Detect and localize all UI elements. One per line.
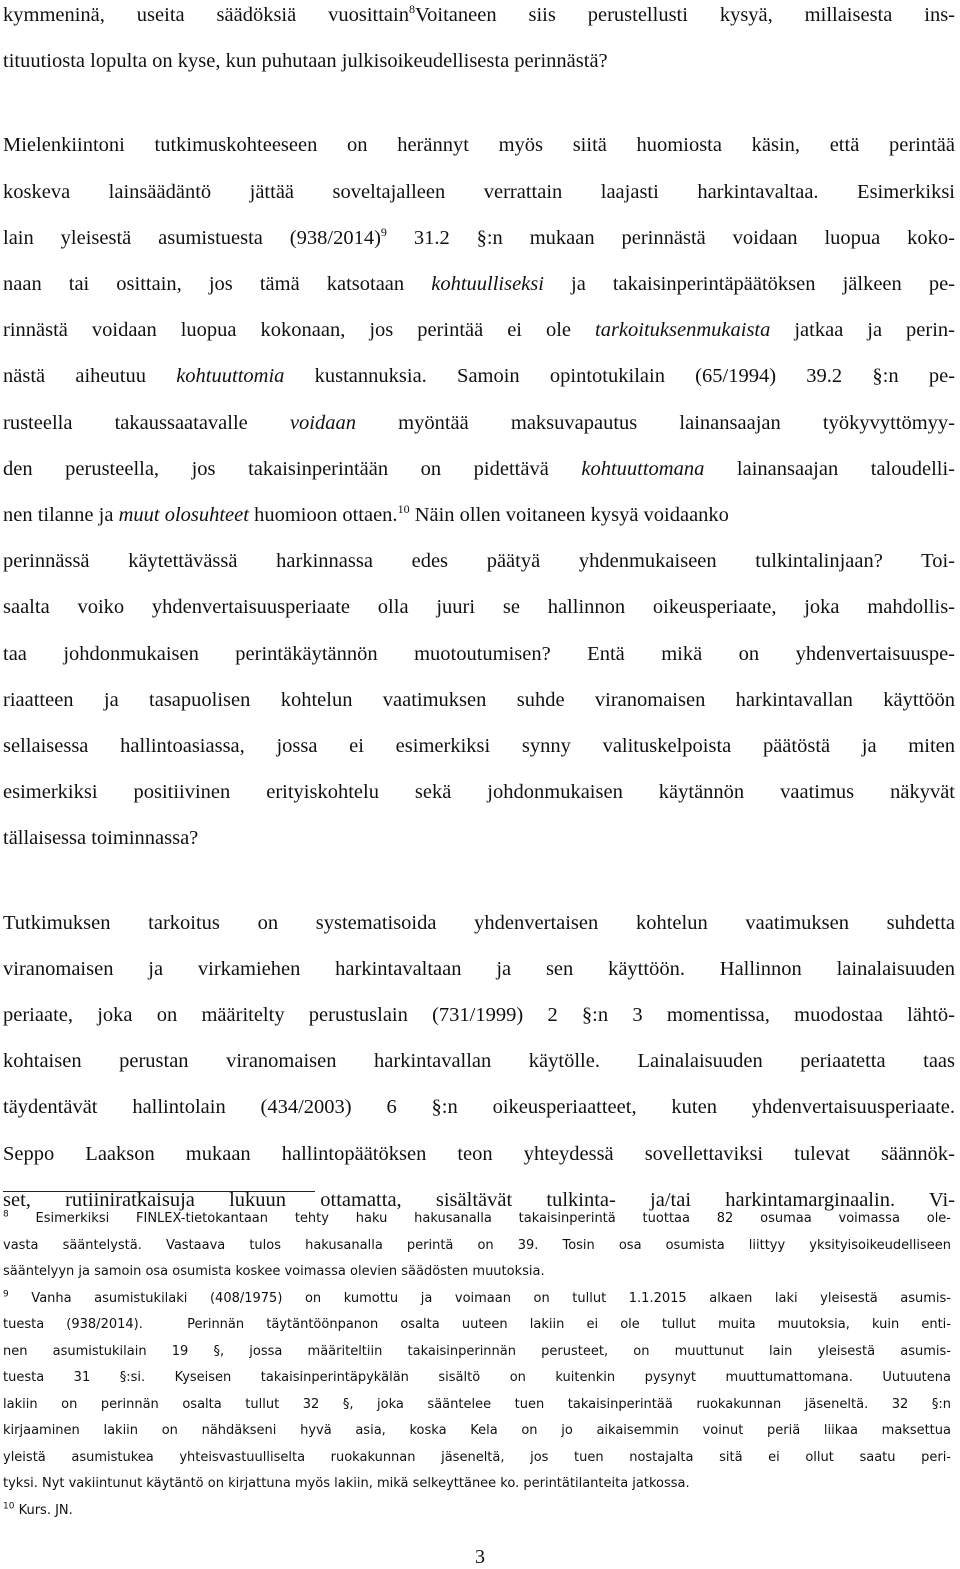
italic-text: muut olosuhteet <box>118 504 249 526</box>
body-line <box>3 687 955 713</box>
body-line <box>3 825 955 851</box>
body-line <box>3 363 955 389</box>
text-run: tällaisessa toiminnassa? <box>3 827 199 850</box>
footnote-line <box>3 1210 951 1228</box>
text-run: kohtaisen perustan viranomaisen harkintavallan käytölle. Lainalaisuuden periaatetta taas <box>3 1050 955 1073</box>
text-run: Näin ollen voitaneen kysyä voidaanko <box>409 504 729 526</box>
body-line <box>3 410 955 436</box>
body-line <box>3 456 955 482</box>
footnote-separator <box>3 1191 315 1192</box>
footnote-text: yleistä asumistukea yhteisvastuulliselta ruokakunnan jäseneltä, jos tuen nostajalta sitä ei ollut saatu peri- <box>3 1449 951 1465</box>
footnote-text: nen asumistukilain 19 §, jossa määriteltiin takaisinperinnän perusteet, on muuttunut lain yleisestä asumis- <box>3 1343 951 1359</box>
body-line <box>3 2 955 28</box>
italic-text: kohtuuttomia <box>176 365 285 388</box>
text-run: rinnästä voidaan luopua kokonaan, jos perintää ei ole <box>3 319 595 342</box>
text-run: kymmeninä, useita säädöksiä vuosittain <box>3 4 409 26</box>
italic-text: tarkoituksenmukaista <box>595 319 771 342</box>
footnote-ref: 8 <box>408 2 415 17</box>
text-run: jatkaa ja perin- <box>770 319 955 342</box>
footnote-line <box>3 1422 951 1440</box>
body-line <box>3 548 955 574</box>
text-run: Voitaneen siis perustellusti kysyä, millaisesta ins- <box>414 4 955 26</box>
body-line <box>3 594 955 620</box>
text-run: saalta voiko yhdenvertaisuusperiaate olla juuri se hallinnon oikeusperiaate, joka mahdollis- <box>3 596 955 619</box>
footnote-line <box>3 1369 951 1387</box>
body-line <box>3 132 955 158</box>
footnote-text: tuesta (938/2014). Perinnän täytäntöönpanon osalta uuteen lakiin ei ole tullut muita muutoksia, kuin enti- <box>3 1317 951 1332</box>
footnote-line <box>3 1396 951 1414</box>
text-run: tituutiosta lopulta on kyse, kun puhutaan julkisoikeudellisesta perinnästä? <box>3 50 608 73</box>
footnote-text: Kurs. JN. <box>14 1502 73 1518</box>
text-run: naan tai osittain, jos tämä katsotaan <box>3 273 432 295</box>
body-line <box>3 733 955 759</box>
body-line <box>3 502 955 528</box>
footnote-line <box>3 1343 951 1361</box>
text-run: viranomaisen ja virkamiehen harkintavaltaan ja sen käyttöön. Hallinnon lainalaisuuden <box>3 957 955 980</box>
page-number: 3 <box>475 1546 485 1568</box>
text-run: periaate, joka on määritelty perustuslain (731/1999) 2 §:n 3 momentissa, muodostaa lähtö- <box>3 1004 955 1026</box>
italic-text: kohtuuttomana <box>581 457 705 480</box>
body-line <box>3 910 955 936</box>
footnote-line <box>3 1237 951 1255</box>
text-run: riaatteen ja tasapuolisen kohtelun vaatimuksen suhde viranomaisen harkintavallan käyttöön <box>3 688 955 711</box>
footnote-line <box>3 1449 951 1467</box>
body-line <box>3 179 955 205</box>
footnote-line <box>3 1263 951 1281</box>
body-line <box>3 317 955 343</box>
text-run: nen tilanne ja <box>3 504 119 526</box>
body-line <box>3 225 955 251</box>
footnote-line <box>3 1316 951 1334</box>
footnote-text: Vanha asumistukilaki (408/1975) on kumottu ja voimaan on tullut 1.1.2015 alkaen laki yleisestä asumis- <box>8 1290 951 1306</box>
text-run: Seppo Laakson mukaan hallintopäätöksen teon yhteydessä sovellettaviksi tulevat säännök- <box>3 1142 955 1165</box>
text-run: perinnässä käytettävässä harkinnassa edes päätyä yhdenmukaiseen tulkintalinjaan? Toi- <box>3 550 955 573</box>
footnote-line <box>3 1502 951 1520</box>
footnote-text: kirjaaminen lakiin on nähdäkseni hyvä asia, koska Kela on jo aikaisemmin voinut periä liikaa maksettua <box>3 1423 951 1438</box>
text-run: Mielenkiintoni tutkimuskohteeseen on herännyt myös siitä huomiosta käsin, että perintää <box>3 134 955 157</box>
footnote-text: tuesta 31 §:si. Kyseisen takaisinperintäpykälän sisältö on kuitenkin pysynyt muuttumattomana. Uutuutena <box>3 1370 951 1385</box>
footnote-text: lakiin on perinnän osalta tullut 32 §, joka sääntelee tuen takaisinperintää ruokakunnan jäseneltä. 32 §:n <box>3 1396 951 1412</box>
text-run: kustannuksia. Samoin opintotukilain (65/1994) 39.2 §:n pe- <box>284 365 955 388</box>
footnote-number: 9 <box>3 1289 9 1300</box>
footnote-ref: 10 <box>397 502 410 517</box>
text-run: ja takaisinperintäpäätöksen jälkeen pe- <box>543 273 955 295</box>
body-line <box>3 779 955 805</box>
body-line <box>3 1094 955 1120</box>
italic-text: voidaan <box>289 411 356 434</box>
text-run: huomioon ottaen. <box>248 504 398 526</box>
footnote-number: 8 <box>3 1209 9 1220</box>
text-run: lain yleisestä asumistuesta (938/2014) <box>3 226 381 249</box>
footnote-line <box>3 1290 951 1308</box>
body-line <box>3 1002 955 1028</box>
text-run: nästä aiheutuu <box>3 365 177 388</box>
text-run: Tutkimuksen tarkoitus on systematisoida yhdenvertaisen kohtelun vaatimuksen suhdetta <box>3 911 955 934</box>
text-run: taa johdonmukaisen perintäkäytännön muotoutumisen? Entä mikä on yhdenvertaisuuspe- <box>3 642 955 665</box>
body-line <box>3 956 955 982</box>
body-line <box>3 641 955 667</box>
text-run: täydentävät hallintolain (434/2003) 6 §:n oikeusperiaatteet, kuten yhdenvertaisuusperiaate. <box>3 1096 955 1119</box>
footnote-text: sääntelyyn ja samoin osa osumista koskee voimassa olevien säädösten muutoksia. <box>3 1264 545 1279</box>
footnote-ref: 9 <box>380 224 387 239</box>
footnote-text: vasta sääntelystä. Vastaava tulos hakusanalla perintä on 39. Tosin osa osumista liittyy yksityisoikeudelliseen <box>3 1237 951 1253</box>
text-run: lainansaajan taloudelli- <box>704 457 956 480</box>
footnote-text: Esimerkiksi FINLEX-tietokantaan tehty haku hakusanalla takaisinperintä tuottaa 82 osumaa voimassa ole- <box>8 1211 951 1226</box>
text-run: set, rutiiniratkaisuja lukuun ottamatta, sisältävät tulkinta- ja/tai harkintamarginaalin. Vi- <box>3 1188 955 1211</box>
text-run: esimerkiksi positiivinen erityiskohtelu sekä johdonmukaisen käytännön vaatimus näkyvät <box>3 781 955 804</box>
text-run: rusteella takaussaatavalle <box>3 411 290 434</box>
body-line <box>3 1048 955 1074</box>
footnote-text: tyksi. Nyt vakiintunut käytäntö on kirjattuna myös lakiin, mikä selkeyttänee ko. perintätilanteita jatkossa. <box>3 1476 690 1491</box>
text-run: myöntää maksuvapautus lainansaajan työkyvyttömyy- <box>355 411 955 434</box>
body-line <box>3 1141 955 1167</box>
text-run: sellaisessa hallintoasiassa, jossa ei esimerkiksi synny valituskelpoista päätöstä ja miten <box>3 735 955 757</box>
body-line <box>3 48 955 74</box>
body-line <box>3 271 955 297</box>
text-run: den perusteella, jos takaisinperintään on pidettävä <box>3 457 582 480</box>
italic-text: kohtuulliseksi <box>431 273 544 295</box>
text-run: 31.2 §:n mukaan perinnästä voidaan luopua koko- <box>386 226 955 249</box>
footnote-line <box>3 1475 951 1493</box>
text-run: koskeva lainsäädäntö jättää soveltajalleen verrattain laajasti harkintavaltaa. Esimerkiksi <box>3 180 955 203</box>
footnote-number: 10 <box>3 1501 15 1512</box>
